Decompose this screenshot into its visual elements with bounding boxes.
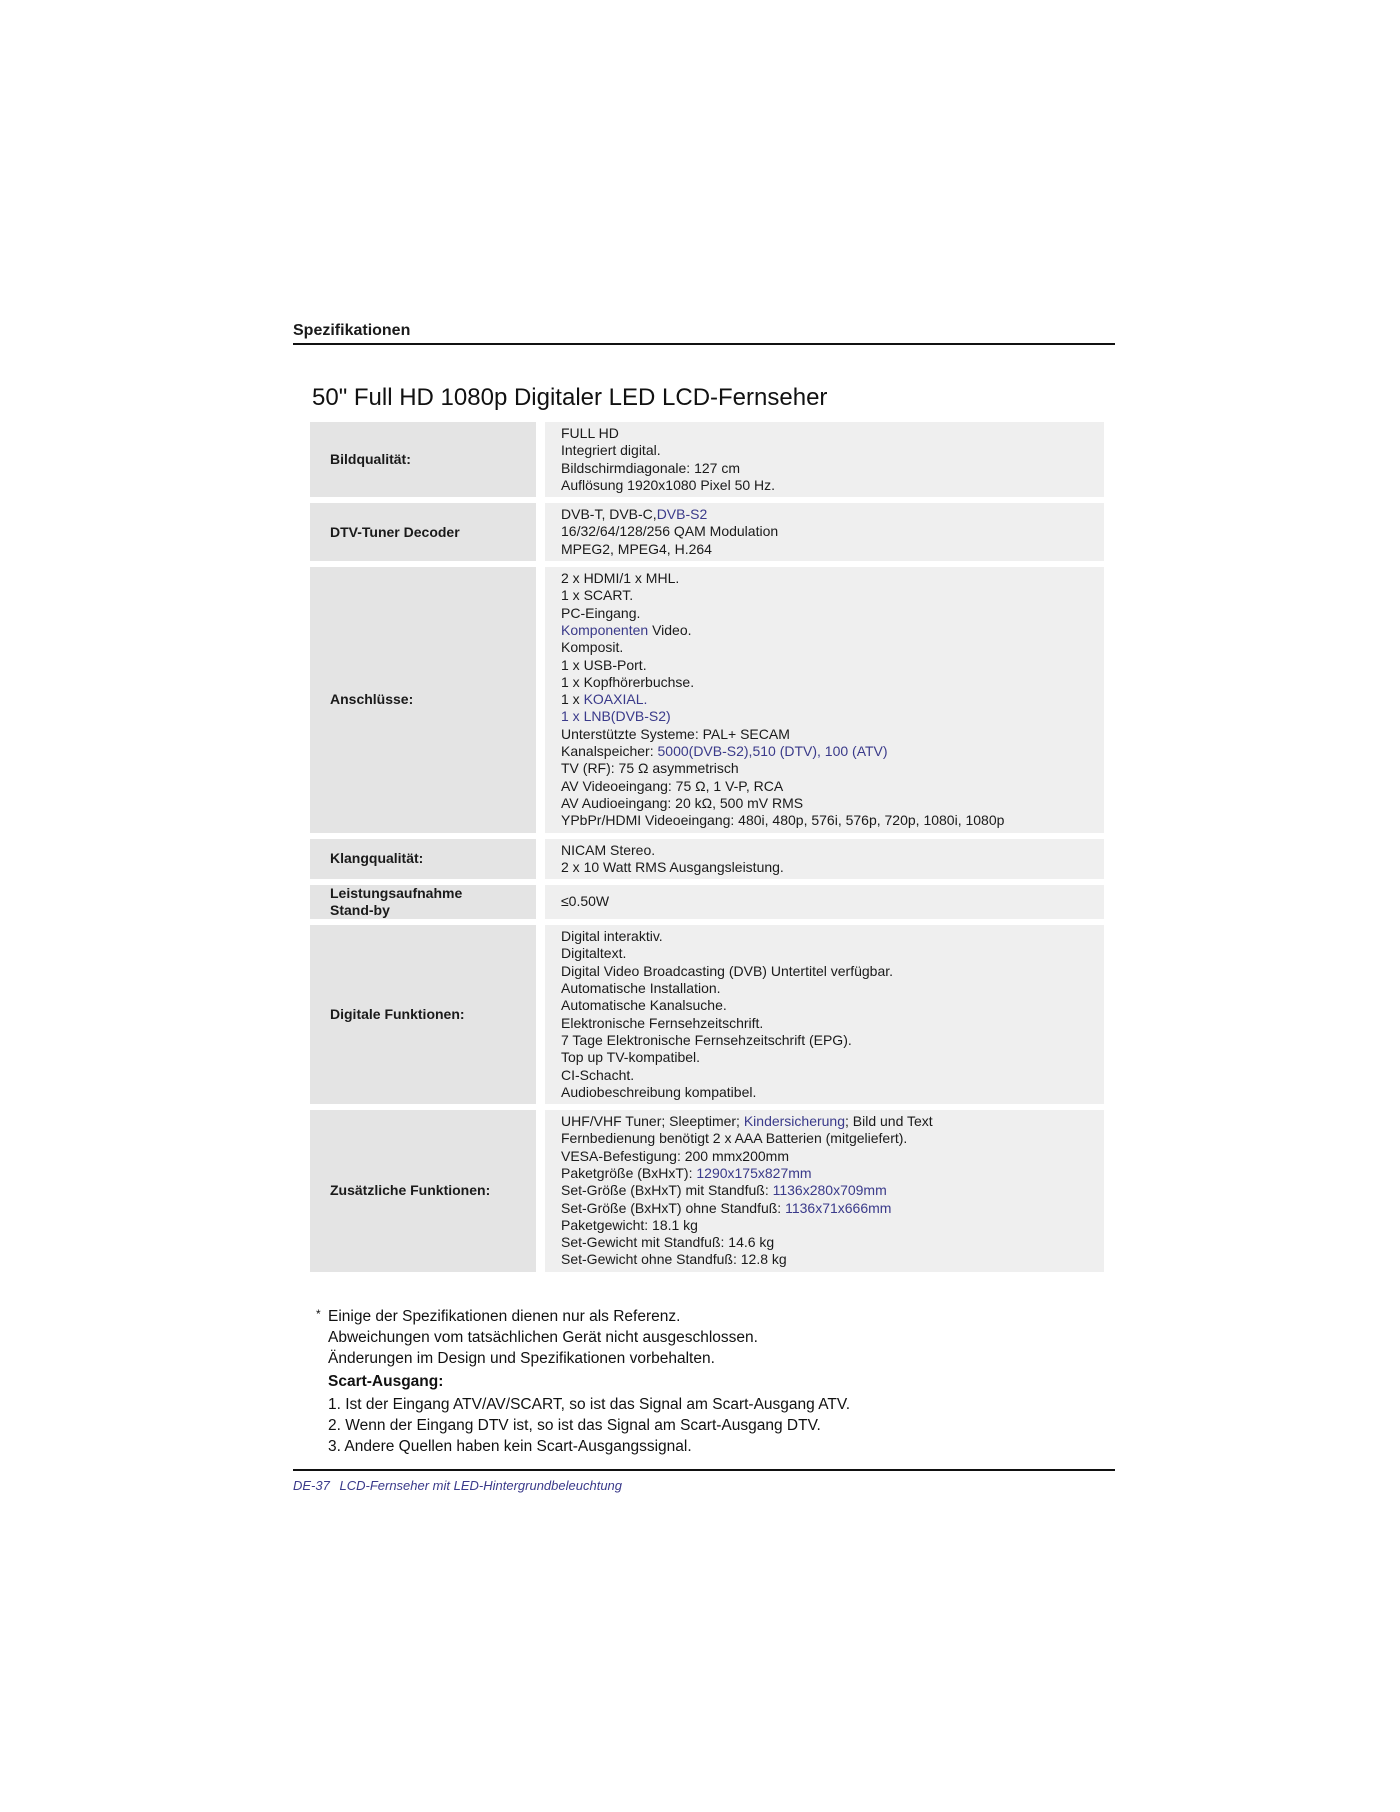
- spec-value: [545, 503, 1104, 561]
- spec-row: [310, 839, 1104, 880]
- spec-line: [561, 893, 609, 910]
- spec-text: YPbPr/HDMI Videoeingang: 480i, 480p, 576i, 576p, 720p, 1080i, 1080p: [561, 812, 1005, 829]
- spec-highlight-text: Komponenten: [561, 621, 649, 638]
- spec-line: [561, 997, 1088, 1014]
- spec-label: [310, 503, 536, 561]
- spec-text: 7 Tage Elektronische Fernsehzeitschrift (EPG).: [561, 1031, 852, 1048]
- spec-line: [561, 477, 1088, 494]
- spec-line: [561, 1165, 1088, 1182]
- spec-label-text: Digitale Funktionen:: [330, 1006, 465, 1023]
- spec-text: Set-Gewicht mit Standfuß: 14.6 kg: [561, 1234, 775, 1251]
- spec-row: [310, 567, 1104, 832]
- spec-line: [561, 726, 1088, 743]
- spec-text: CI-Schacht.: [561, 1066, 635, 1083]
- spec-text: Komposit.: [561, 639, 624, 656]
- spec-line: [561, 1113, 1088, 1130]
- spec-text: Audiobeschreibung kompatibel.: [561, 1083, 757, 1100]
- spec-label: [310, 885, 536, 919]
- spec-row: [310, 503, 1104, 561]
- scart-item: 3. Andere Quellen haben kein Scart-Ausgangssignal.: [328, 1437, 692, 1455]
- spec-highlight-text: 1136x280x709mm: [772, 1182, 887, 1199]
- spec-line: [561, 1130, 1088, 1147]
- spec-value: [545, 1110, 1104, 1272]
- note-lines: [316, 1307, 850, 1369]
- spec-line: [561, 963, 1088, 980]
- spec-row: [310, 1110, 1104, 1272]
- spec-line: [561, 570, 1088, 587]
- spec-line: [561, 622, 1088, 639]
- spec-label: [310, 1110, 536, 1272]
- spec-text: 1 x SCART.: [561, 587, 634, 604]
- spec-text: Set-Größe (BxHxT) ohne Standfuß:: [561, 1199, 786, 1216]
- spec-line: [561, 842, 1088, 859]
- spec-row: [310, 925, 1104, 1104]
- spec-highlight-text: 5000(DVB-S2),510 (DTV), 100 (ATV): [657, 743, 888, 760]
- spec-value: [545, 567, 1104, 832]
- scart-heading: Scart-Ausgang:: [328, 1373, 444, 1391]
- spec-highlight-text: KOAXIAL.: [583, 691, 648, 708]
- spec-line: [561, 442, 1088, 459]
- spec-line: [561, 1067, 1088, 1084]
- spec-line: [561, 1234, 1088, 1251]
- spec-text: Paketgewicht: 18.1 kg: [561, 1216, 698, 1233]
- spec-line: [561, 945, 1088, 962]
- spec-text: Automatische Installation.: [561, 980, 721, 997]
- spec-line: [561, 1032, 1088, 1049]
- spec-line: [561, 980, 1088, 997]
- spec-text: VESA-Befestigung: 200 mmx200mm: [561, 1147, 789, 1164]
- note-line: Abweichungen vom tatsächlichen Gerät nicht ausgeschlossen.: [328, 1328, 758, 1346]
- spec-label-text: Zusätzliche Funktionen:: [330, 1182, 491, 1199]
- spec-table: [310, 422, 1104, 1278]
- spec-value: [545, 839, 1104, 880]
- spec-text: 2 x HDMI/1 x MHL.: [561, 570, 680, 587]
- spec-text: Fernbedienung benötigt 2 x AAA Batterien (mitgeliefert).: [561, 1130, 908, 1147]
- spec-line: [561, 506, 1088, 523]
- spec-text: UHF/VHF Tuner; Sleeptimer;: [561, 1113, 744, 1130]
- spec-line: [561, 639, 1088, 656]
- spec-text: Digital Video Broadcasting (DVB) Untertitel verfügbar.: [561, 962, 894, 979]
- scart-item: 1. Ist der Eingang ATV/AV/SCART, so ist das Signal am Scart-Ausgang ATV.: [328, 1396, 851, 1414]
- spec-text: Kanalspeicher:: [561, 743, 658, 760]
- spec-text: Paketgröße (BxHxT):: [561, 1164, 697, 1181]
- spec-text: 1 x Kopfhörerbuchse.: [561, 673, 695, 690]
- spec-text: AV Videoeingang: 75 Ω, 1 V-P, RCA: [561, 777, 784, 794]
- spec-highlight-text: 1136x71x666mm: [785, 1199, 892, 1216]
- spec-row: [310, 885, 1104, 919]
- spec-line: [561, 605, 1088, 622]
- spec-line: [561, 743, 1088, 760]
- spec-text: NICAM Stereo.: [561, 841, 656, 858]
- spec-text: Automatische Kanalsuche.: [561, 997, 727, 1014]
- spec-label-text: Anschlüsse:: [330, 691, 414, 708]
- spec-line: [561, 1084, 1088, 1101]
- spec-text: ; Bild und Text: [845, 1113, 933, 1130]
- notes-section: [316, 1307, 850, 1458]
- spec-text: Set-Gewicht ohne Standfuß: 12.8 kg: [561, 1251, 787, 1268]
- page-number: DE-37: [293, 1478, 330, 1493]
- scart-list: [316, 1395, 850, 1457]
- spec-line: [561, 778, 1088, 795]
- spec-line: [561, 1251, 1088, 1268]
- spec-text: MPEG2, MPEG4, H.264: [561, 540, 712, 557]
- note-line: Änderungen im Design und Spezifikationen vorbehalten.: [328, 1349, 715, 1367]
- spec-line: [561, 708, 1088, 725]
- spec-row: [310, 422, 1104, 497]
- spec-text: Auflösung 1920x1080 Pixel 50 Hz.: [561, 476, 776, 493]
- spec-text: 2 x 10 Watt RMS Ausgangsleistung.: [561, 858, 784, 875]
- spec-line: [561, 795, 1088, 812]
- spec-line: [561, 674, 1088, 691]
- page-title: 50" Full HD 1080p Digitaler LED LCD-Fernseher: [312, 384, 828, 411]
- spec-line: [561, 1148, 1088, 1165]
- spec-label: [310, 839, 536, 880]
- spec-line: [561, 1200, 1088, 1217]
- spec-line: [561, 1182, 1088, 1199]
- spec-line: [561, 1049, 1088, 1066]
- spec-label-text: DTV-Tuner Decoder: [330, 523, 460, 540]
- spec-line: [561, 523, 1088, 540]
- spec-line: [561, 425, 1088, 442]
- spec-highlight-text: DVB-S2: [656, 506, 708, 523]
- spec-label-text: Klangqualität:: [330, 850, 424, 867]
- spec-text: 16/32/64/128/256 QAM Modulation: [561, 523, 779, 540]
- spec-line: [561, 1217, 1088, 1234]
- spec-highlight-text: 1290x175x827mm: [696, 1164, 812, 1181]
- spec-text: Digital interaktiv.: [561, 928, 663, 945]
- spec-text: 1 x USB-Port.: [561, 656, 647, 673]
- spec-label: [310, 925, 536, 1104]
- spec-line: [561, 812, 1088, 829]
- spec-line: [561, 657, 1088, 674]
- spec-text: Elektronische Fernsehzeitschrift.: [561, 1014, 764, 1031]
- spec-text: Set-Größe (BxHxT) mit Standfuß:: [561, 1182, 773, 1199]
- spec-text: TV (RF): 75 Ω asymmetrisch: [561, 760, 739, 777]
- spec-label-text: Bildqualität:: [330, 451, 411, 468]
- footnote-star: *: [316, 1307, 321, 1321]
- spec-text: 1 x: [561, 691, 584, 708]
- note-line: Einige der Spezifikationen dienen nur als Referenz.: [328, 1308, 681, 1325]
- spec-line: [561, 541, 1088, 558]
- section-header: Spezifikationen: [293, 322, 1115, 345]
- spec-line: [561, 460, 1088, 477]
- spec-text: ≤0.50W: [561, 893, 610, 910]
- spec-text: PC-Eingang.: [561, 604, 641, 621]
- spec-highlight-text: Kindersicherung: [743, 1113, 845, 1130]
- spec-line: [561, 760, 1088, 777]
- spec-line: [561, 928, 1088, 945]
- spec-line: [561, 1015, 1088, 1032]
- spec-text: Top up TV-kompatibel.: [561, 1049, 701, 1066]
- scart-item: 2. Wenn der Eingang DTV ist, so ist das Signal am Scart-Ausgang DTV.: [328, 1416, 821, 1434]
- spec-text: Digitaltext.: [561, 945, 627, 962]
- spec-value: [545, 925, 1104, 1104]
- footer-text: LCD-Fernseher mit LED-Hintergrundbeleuchtung: [339, 1478, 623, 1493]
- spec-text: Video.: [648, 621, 692, 638]
- spec-text: AV Audioeingang: 20 kΩ, 500 mV RMS: [561, 794, 804, 811]
- spec-value: [545, 885, 1104, 919]
- spec-label: [310, 567, 536, 832]
- spec-text: DVB-T, DVB-C,: [561, 506, 657, 523]
- spec-highlight-text: 1 x LNB(DVB-S2): [561, 708, 671, 725]
- spec-value: [545, 422, 1104, 497]
- footer-divider: [293, 1469, 1115, 1471]
- spec-line: [561, 691, 1088, 708]
- spec-line: [561, 859, 1088, 876]
- spec-line: [561, 587, 1088, 604]
- spec-label-text: Leistungsaufnahme Stand-by: [330, 885, 463, 919]
- spec-label: [310, 422, 536, 497]
- spec-text: Integriert digital.: [561, 442, 661, 459]
- spec-text: Unterstützte Systeme: PAL+ SECAM: [561, 725, 790, 742]
- spec-text: FULL HD: [561, 425, 619, 441]
- spec-text: Bildschirmdiagonale: 127 cm: [561, 459, 740, 476]
- page-footer: [293, 1478, 622, 1493]
